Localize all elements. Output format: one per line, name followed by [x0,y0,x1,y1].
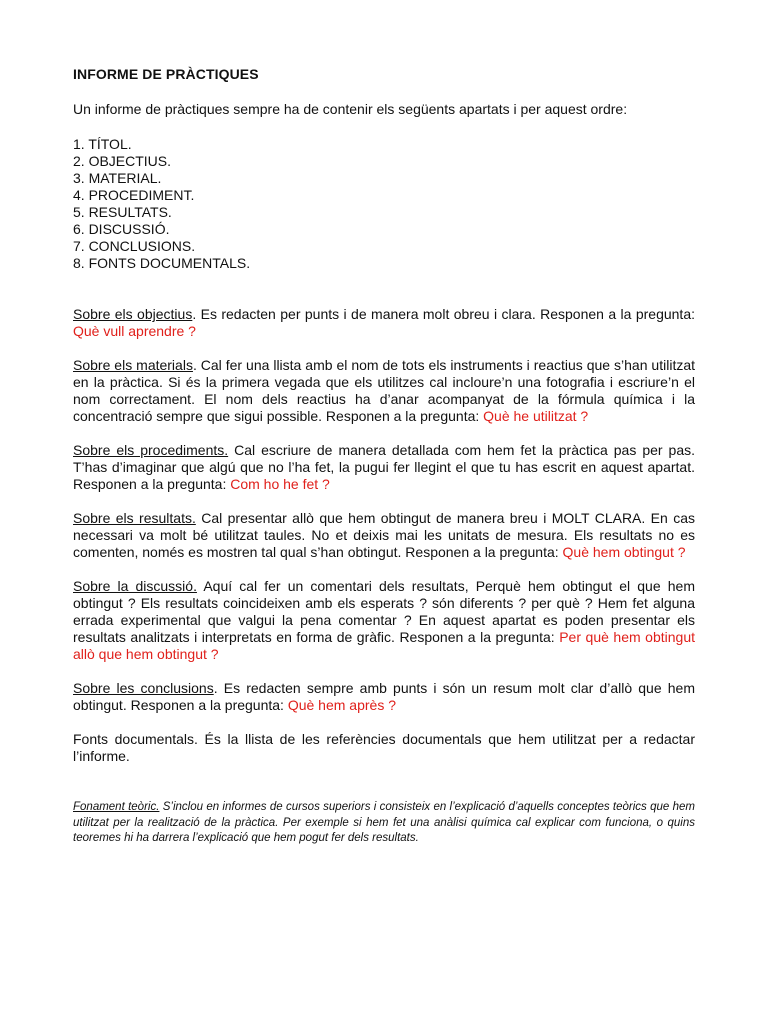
results-text: Cal presentar allò que hem obtingut de manera breu i MOLT CLARA. En cas necessari va molt bé utilitzat taules. No et deixis mai les unitats de mesura. Els resultats no es comenten, només es mostren tal qual s’han obtingut. Responen a la pregunta: [73,510,695,560]
procedures-question: Com ho he fet ? [230,476,330,492]
list-item: 1. TÍTOL. [73,136,132,152]
list-item: 2. OBJECTIUS. [73,153,172,169]
document-title: INFORME DE PRÀCTIQUES [73,66,259,82]
objectives-heading: Sobre els objectius [73,306,193,322]
materials-paragraph [73,357,695,425]
discussion-question: Per què hem obtingut allò que hem obtingut ? [73,629,695,662]
materials-question: Què he utilitzat ? [483,408,589,424]
procedures-text: Cal escriure de manera detallada com hem fet la pràctica pas per pas. T’has d’imaginar que algú que no l’ha fet, la pugui fer llegint el que tu has escrit en aquest apartat. Responen a la pregunta: [73,442,696,492]
results-heading: Sobre els resultats. [73,510,196,526]
results-question: Què hem obtingut ? [562,544,686,560]
results-paragraph [73,510,695,561]
materials-heading: Sobre els materials [73,357,193,373]
conclusions-heading: Sobre les conclusions [73,680,214,696]
discussion-text: Aquí cal fer un comentari dels resultats, Perquè hem obtingut el que hem obtingut ? Els resultats coincideixen amb els esperats ? són diferents ? per què ? Hem fet alguna errada experimental que valgui la pena comentar ? En aquest apartat es poden presentar els resultats analitzats i interpretats en forma de gràfic. Responen a la pregunta: [73,578,695,645]
theory-note-heading: Fonament teòric. [73,801,160,813]
list-item: 4. PROCEDIMENT. [73,187,195,203]
objectives-text: . Es redacten per punts i de manera molt obreu i clara. Responen a la pregunta: [192,306,695,322]
objectives-question: Què vull aprendre ? [73,323,196,339]
conclusions-paragraph [73,680,695,714]
discussion-heading: Sobre la discussió. [73,578,197,594]
theory-note [73,800,695,847]
discussion-paragraph [73,578,695,663]
sections-list [73,136,695,272]
list-item: 8. FONTS DOCUMENTALS. [73,255,251,271]
procedures-heading: Sobre els procediments. [73,442,229,458]
conclusions-question: Què hem après ? [287,697,396,713]
procedures-paragraph [73,442,695,493]
list-item: 7. CONCLUSIONS. [73,238,196,254]
list-item: 6. DISCUSSIÓ. [73,221,170,237]
objectives-paragraph [73,306,695,340]
list-item: 3. MATERIAL. [73,170,162,186]
document-body [73,66,695,858]
theory-note-text: S’inclou en informes de cursos superiors i consisteix en l’explicació d’aquells conceptes teòrics que hem utilitzat per la realització de la pràctica. Per exemple si hem fet una anàlisi química cal explicar com funciona, o quins teoremes hi ha darrera l’explicació que hem pogut fer dels resultats. [73,801,695,844]
sources-paragraph: Fonts documentals. És la llista de les referències documentals que hem utilitzat per a redactar l’informe. [73,731,695,764]
conclusions-text: . Es redacten sempre amb punts i són un resum molt clar d’allò que hem obtingut. Responen a la pregunta: [73,680,696,713]
materials-text: . Cal fer una llista amb el nom de tots els instruments i reactius que s’han utilitzat en la pràctica. Si és la primera vegada que els utilitzes cal incloure’n una fotografia i escriure’n el nom correctament. El nom dels reactius ha d’anar acompanyat de la fórmula química i la concentració sempre que sigui possible. Responen a la pregunta: [73,357,696,424]
list-item: 5. RESULTATS. [73,204,172,220]
intro-paragraph: Un informe de pràctiques sempre ha de contenir els següents apartats i per aquest ordre: [73,101,628,117]
